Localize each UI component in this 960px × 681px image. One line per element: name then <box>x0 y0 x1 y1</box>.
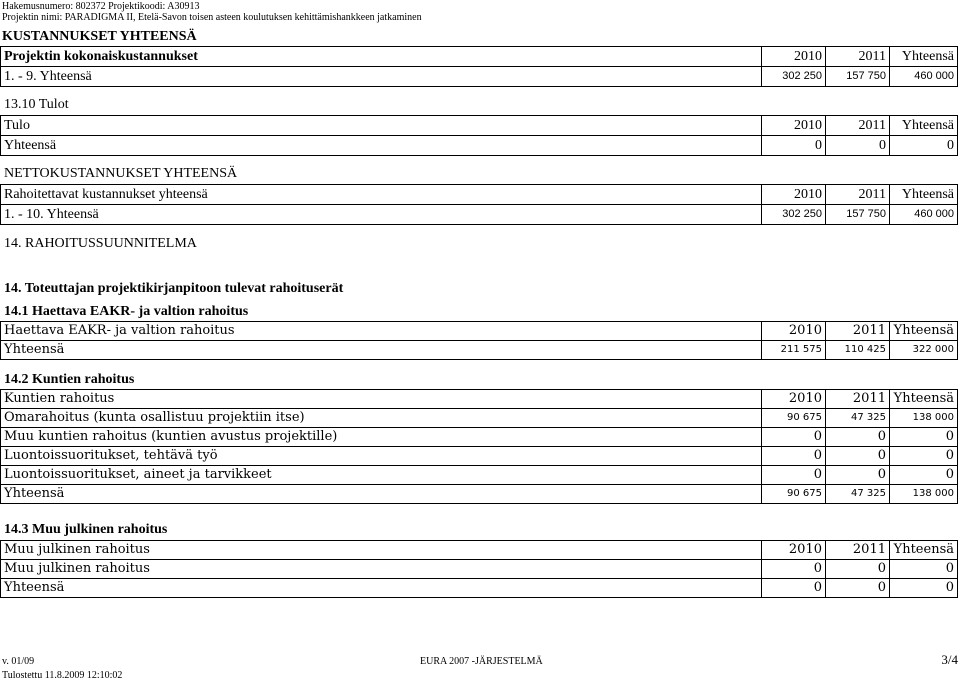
value-cell: 90 675 <box>762 485 826 504</box>
value-cell: 110 425 <box>826 341 890 360</box>
value-cell: 0 <box>890 447 958 466</box>
value-cell: 0 <box>762 428 826 447</box>
header-cell: Haettava EAKR- ja valtion rahoitus <box>1 322 762 341</box>
table-row <box>1 447 958 466</box>
header-cell: Muu julkinen rahoitus <box>1 541 762 560</box>
value-cell: 0 <box>826 579 890 598</box>
funding-subtitle: 14. Toteuttajan projektikirjanpitoon tulevat rahoituserät <box>4 281 344 296</box>
value-cell: 460 000 <box>890 205 958 225</box>
value-cell: 0 <box>826 466 890 485</box>
section-title-municipal: 14.2 Kuntien rahoitus <box>4 372 135 387</box>
value-cell: 0 <box>762 466 826 485</box>
row-label: Yhteensä <box>1 341 762 360</box>
section-title-other-public: 14.3 Muu julkinen rahoitus <box>4 522 168 537</box>
header-cell: Yhteensä <box>890 541 958 560</box>
row-label: 1. - 9. Yhteensä <box>1 67 762 87</box>
eakr-table <box>0 321 958 360</box>
table-row <box>1 136 958 156</box>
header-cell: 2011 <box>826 185 890 205</box>
project-name: Projektin nimi: PARADIGMA II, Etelä-Savon toisen asteen koulutuksen kehittämishankkeen jatkaminen <box>2 12 422 23</box>
header-cell: Yhteensä <box>890 47 958 67</box>
table-header-row <box>1 541 958 560</box>
value-cell: 0 <box>826 136 890 156</box>
row-label: Muu julkinen rahoitus <box>1 560 762 579</box>
table-row <box>1 466 958 485</box>
value-cell: 211 575 <box>762 341 826 360</box>
header-cell: 2011 <box>826 116 890 136</box>
table-row <box>1 485 958 504</box>
row-label: Muu kuntien rahoitus (kuntien avustus projektille) <box>1 428 762 447</box>
table-row <box>1 579 958 598</box>
row-label: Omarahoitus (kunta osallistuu projektiin itse) <box>1 409 762 428</box>
row-label: Luontoissuoritukset, tehtävä työ <box>1 447 762 466</box>
header-cell: 2011 <box>826 390 890 409</box>
header-cell: 2010 <box>762 322 826 341</box>
value-cell: 138 000 <box>890 409 958 428</box>
value-cell: 157 750 <box>826 205 890 225</box>
value-cell: 0 <box>762 579 826 598</box>
header-cell: 2010 <box>762 185 826 205</box>
header-cell: Yhteensä <box>890 116 958 136</box>
value-cell: 0 <box>890 136 958 156</box>
header-cell: 2010 <box>762 541 826 560</box>
table-header-row <box>1 185 958 205</box>
table-header-row <box>1 47 958 67</box>
section-title-costs: KUSTANNUKSET YHTEENSÄ <box>2 29 197 44</box>
value-cell: 47 325 <box>826 409 890 428</box>
value-cell: 302 250 <box>762 67 826 87</box>
table-row <box>1 560 958 579</box>
value-cell: 0 <box>762 560 826 579</box>
section-title-income: 13.10 Tulot <box>4 97 69 112</box>
header-cell: 2011 <box>826 47 890 67</box>
value-cell: 0 <box>890 579 958 598</box>
table-header-row <box>1 390 958 409</box>
section-title-net-costs: NETTOKUSTANNUKSET YHTEENSÄ <box>4 166 238 181</box>
value-cell: 0 <box>826 447 890 466</box>
table-header-row <box>1 322 958 341</box>
table-row <box>1 67 958 87</box>
row-label: Luontoissuoritukset, aineet ja tarvikkeet <box>1 466 762 485</box>
section-title-funding-plan: 14. RAHOITUSSUUNNITELMA <box>4 236 197 251</box>
other-public-funding-table <box>0 540 958 598</box>
value-cell: 157 750 <box>826 67 890 87</box>
header-cell: Yhteensä <box>890 390 958 409</box>
header-cell: 2010 <box>762 116 826 136</box>
header-cell: Tulo <box>1 116 762 136</box>
row-label: 1. - 10. Yhteensä <box>1 205 762 225</box>
row-label: Yhteensä <box>1 579 762 598</box>
table-header-row <box>1 116 958 136</box>
value-cell: 0 <box>890 560 958 579</box>
version-label: v. 01/09 <box>2 656 35 667</box>
municipal-funding-table <box>0 389 958 504</box>
header-cell: 2010 <box>762 47 826 67</box>
header-cell: Projektin kokonaiskustannukset <box>1 47 762 67</box>
system-name: EURA 2007 -JÄRJESTELMÄ <box>420 656 543 667</box>
value-cell: 90 675 <box>762 409 826 428</box>
header-cell: Yhteensä <box>890 322 958 341</box>
costs-table <box>0 46 958 87</box>
income-table <box>0 115 958 156</box>
value-cell: 138 000 <box>890 485 958 504</box>
application-number: Hakemusnumero: 802372 Projektikoodi: A30913 <box>2 1 200 12</box>
table-row <box>1 205 958 225</box>
header-cell: 2010 <box>762 390 826 409</box>
value-cell: 0 <box>826 560 890 579</box>
header-cell: Yhteensä <box>890 185 958 205</box>
value-cell: 0 <box>890 466 958 485</box>
value-cell: 302 250 <box>762 205 826 225</box>
row-label: Yhteensä <box>1 136 762 156</box>
table-row <box>1 428 958 447</box>
row-label: Yhteensä <box>1 485 762 504</box>
value-cell: 47 325 <box>826 485 890 504</box>
header-cell: Kuntien rahoitus <box>1 390 762 409</box>
value-cell: 0 <box>762 447 826 466</box>
header-cell: 2011 <box>826 322 890 341</box>
value-cell: 0 <box>826 428 890 447</box>
value-cell: 0 <box>762 136 826 156</box>
section-title-eakr: 14.1 Haettava EAKR- ja valtion rahoitus <box>4 304 249 319</box>
print-timestamp: Tulostettu 11.8.2009 12:10:02 <box>2 670 123 681</box>
header-cell: 2011 <box>826 541 890 560</box>
value-cell: 322 000 <box>890 341 958 360</box>
table-row <box>1 341 958 360</box>
header-cell: Rahoitettavat kustannukset yhteensä <box>1 185 762 205</box>
table-row <box>1 409 958 428</box>
net-costs-table <box>0 184 958 225</box>
page-number: 3/4 <box>941 652 958 667</box>
value-cell: 0 <box>890 428 958 447</box>
value-cell: 460 000 <box>890 67 958 87</box>
